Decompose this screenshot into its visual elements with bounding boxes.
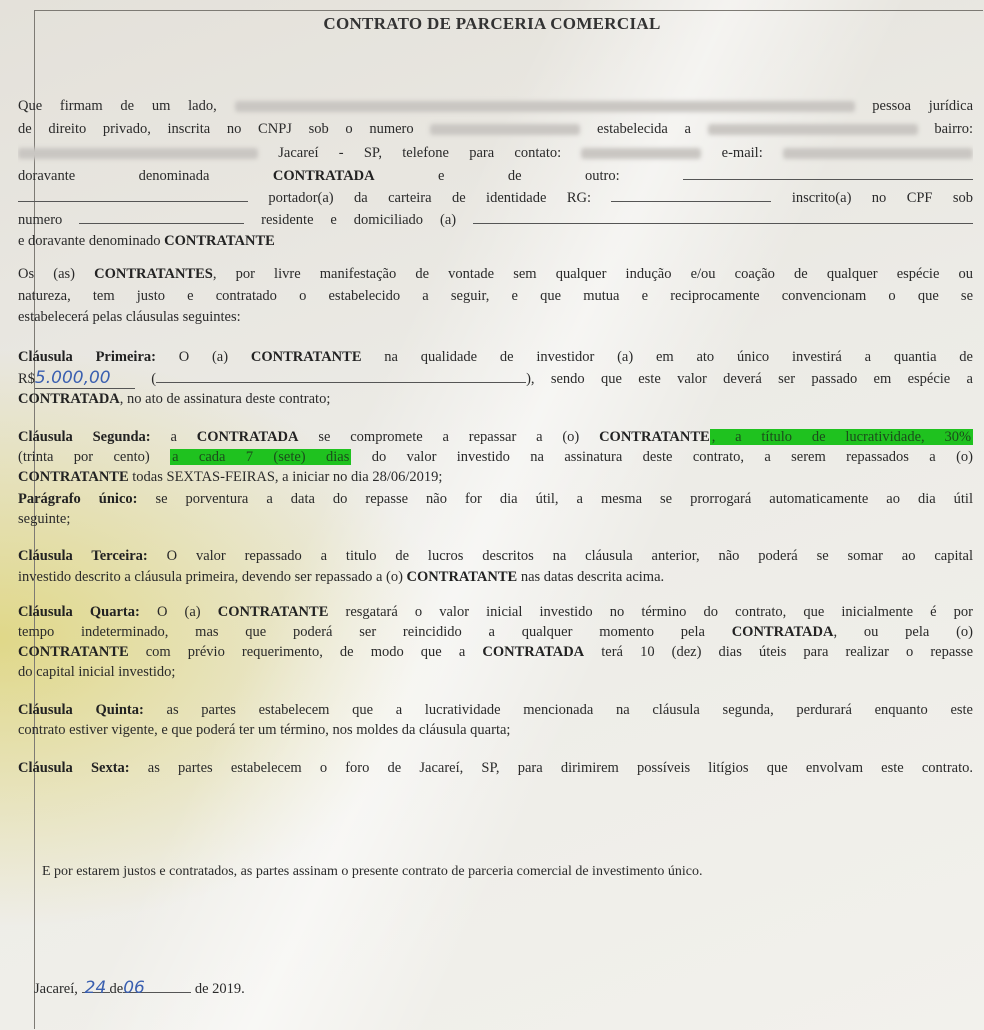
clause-text: do valor investido na assinatura deste contrato, a serem repassados a (o): [371, 449, 973, 465]
party-contratante: CONTRATANTE: [18, 469, 129, 485]
clause3-line-2: [18, 567, 973, 588]
preamble-line-4: [18, 165, 973, 187]
party-contratante: CONTRATANTE: [250, 349, 362, 365]
preamble-line-7: [18, 231, 973, 252]
intro-line-1: [18, 264, 973, 285]
closing-statement: E por estarem justos e contratados, as partes assinam o presente contrato de parceria comercial de investimento único.: [42, 864, 703, 879]
clause-text: O (a): [178, 349, 229, 365]
clause4-line-4: do capital inicial investido;: [18, 664, 176, 680]
clause-text: se compromete a repassar a (o): [318, 429, 580, 445]
clause1-label: Cláusula Primeira:: [18, 349, 156, 365]
date-connector: de: [109, 981, 124, 997]
preamble-line-2: [18, 119, 973, 140]
city: Jacareí,: [34, 981, 78, 997]
party-contratada: CONTRATADA: [482, 644, 585, 660]
clause5-line-2: contrato estiver vigente, e que poderá ter um término, nos moldes da cláusula quarta;: [18, 722, 511, 738]
payment-weekday: SEXTAS-FEIRAS: [166, 469, 275, 485]
redacted-cnpj: [430, 124, 580, 135]
clause4-line-1: [18, 602, 973, 623]
blank-field: [611, 187, 771, 202]
preamble-text: pessoa jurídica: [872, 98, 973, 114]
clause2-line-1: [18, 427, 973, 448]
clause4-line-3: [18, 642, 973, 663]
blank-field: [683, 165, 973, 180]
clause2-paragraph-line-1: [18, 489, 973, 510]
preamble-text: e doravante denominado: [18, 233, 161, 249]
preamble-text: de direito privado, inscrita no CNPJ sob o numero: [18, 121, 414, 137]
investment-amount-handwritten: 5.000,00: [35, 368, 135, 389]
currency-label: R$: [18, 371, 35, 387]
clause2-line-2: [18, 447, 973, 468]
blank-field: [18, 187, 248, 202]
intro-line-3: estabelecerá pelas cláusulas seguintes:: [18, 309, 241, 325]
preamble-text: e de outro:: [438, 168, 620, 184]
clause-text: O valor repassado a titulo de lucros descritos na cláusula anterior, não poderá se somar ao capital: [166, 548, 973, 564]
clause-text: as partes estabelecem o foro de Jacareí, SP, para dirimirem possíveis litígios que envolvam este contrato.: [147, 760, 973, 776]
blank-field: [79, 209, 244, 224]
clause3-label: Cláusula Terceira:: [18, 548, 148, 564]
redacted-phone: [581, 148, 701, 159]
party-contratantes: CONTRATANTES: [94, 266, 213, 282]
clause6-label: Cláusula Sexta:: [18, 760, 130, 776]
clause-text: se porventura a data do repasse não for dia útil, a mesma se prorrogará automaticamente ao dia útil: [155, 491, 973, 507]
party-contratante: CONTRATANTE: [18, 644, 129, 660]
clause-text: as partes estabelecem que a lucratividade mencionada na cláusula segunda, perdurará enquanto este: [166, 702, 973, 718]
clause-text: terá 10 (dez) dias úteis para realizar o repasse: [601, 644, 973, 660]
highlighted-profit-rate: , a título de lucratividade, 30%: [711, 429, 972, 445]
clause4-label: Cláusula Quarta:: [18, 604, 140, 620]
preamble-text: estabelecida a: [597, 121, 691, 137]
party-contratante: CONTRATANTE: [406, 569, 518, 585]
date-line: [34, 978, 245, 998]
party-contratante: CONTRATANTE: [217, 604, 329, 620]
clause-text: resgatará o valor inicial investido no término do contrato, que inicialmente é por: [345, 604, 973, 620]
month-handwritten: 06: [123, 978, 191, 993]
clause-text: , a iniciar no dia 28/06/2019;: [274, 469, 443, 485]
party-contratada: CONTRATADA: [272, 168, 375, 184]
highlighted-period: a cada 7 (sete) dias: [172, 449, 350, 465]
clause-text: ), sendo que este valor deverá ser passado em espécie a: [526, 371, 973, 387]
paragraph-label: Parágrafo único:: [18, 491, 138, 507]
year-text: de 2019.: [194, 981, 245, 997]
party-contratante: CONTRATANTE: [599, 429, 710, 445]
clause1-line-1: [18, 347, 973, 368]
clause-text: , ou pela (o): [833, 624, 973, 640]
clause5-label: Cláusula Quinta:: [18, 702, 144, 718]
clause2-line-3: [18, 467, 973, 488]
contract-title: CONTRATO DE PARCERIA COMERCIAL: [323, 14, 661, 33]
preamble-text: residente e domiciliado (a): [261, 212, 457, 228]
clause5-line-1: [18, 700, 973, 721]
preamble-text: Que firmam de um lado,: [18, 98, 217, 114]
preamble-text: numero: [18, 212, 63, 228]
blank-field: [473, 209, 973, 224]
redacted-email: [783, 148, 973, 159]
clause-text: , no ato de assinatura deste contrato;: [119, 391, 331, 407]
clause3-line-1: [18, 546, 973, 567]
clause-text: a: [170, 429, 177, 445]
party-contratada: CONTRATADA: [18, 391, 120, 407]
intro-line-2: natureza, tem justo e contratado o estabelecido a seguir, e que mutua e reciprocamente convencionam o que se: [18, 288, 973, 304]
day-handwritten: 24: [82, 978, 110, 993]
clause-text: (trinta por cento): [18, 449, 150, 465]
preamble-text: inscrito(a) no CPF sob: [791, 190, 973, 206]
clause-text: na qualidade de investidor (a) em ato único investirá a quantia de: [384, 349, 973, 365]
preamble-line-1: [18, 96, 973, 117]
preamble-text: bairro:: [934, 121, 973, 137]
party-contratada: CONTRATADA: [196, 429, 299, 445]
party-contratada: CONTRATADA: [731, 624, 834, 640]
redacted-company-name: [235, 101, 855, 112]
party-contratante: CONTRATANTE: [164, 233, 275, 249]
redacted-address: [708, 124, 918, 135]
clause1-line-3: [18, 389, 973, 410]
clause-text: investido descrito a cláusula primeira, devendo ser repassado a (o): [18, 569, 403, 585]
clause-text: (: [151, 371, 157, 387]
clause-text: nas datas descrita acima.: [520, 569, 665, 585]
clause-text: todas: [132, 469, 163, 485]
preamble-line-6: [18, 209, 973, 231]
clause-text: tempo indeterminado, mas que poderá ser reincidido a qualquer momento pela: [18, 624, 705, 640]
preamble-text: portador(a) da carteira de identidade RG:: [268, 190, 591, 206]
preamble-text: e-mail:: [721, 145, 763, 161]
intro-text: Os (as): [18, 266, 75, 282]
clause-text: com prévio requerimento, de modo que a: [145, 644, 466, 660]
clause-text: O (a): [156, 604, 201, 620]
clause1-line-2: [18, 368, 973, 390]
clause4-line-2: [18, 622, 973, 643]
clause6-line-1: [18, 758, 973, 779]
clause2-paragraph-line-2: seguinte;: [18, 511, 71, 527]
redacted-neighborhood: [18, 148, 258, 159]
clause2-label: Cláusula Segunda:: [18, 429, 151, 445]
preamble-line-5: [18, 187, 973, 209]
preamble-text: doravante denominada: [18, 168, 210, 184]
preamble-line-3: [18, 143, 973, 164]
blank-amount-in-words: [156, 368, 526, 383]
preamble-text: Jacareí - SP, telefone para contato:: [278, 145, 562, 161]
intro-text: , por livre manifestação de vontade sem qualquer indução e/ou coação de qualquer espécie ou: [212, 266, 973, 282]
